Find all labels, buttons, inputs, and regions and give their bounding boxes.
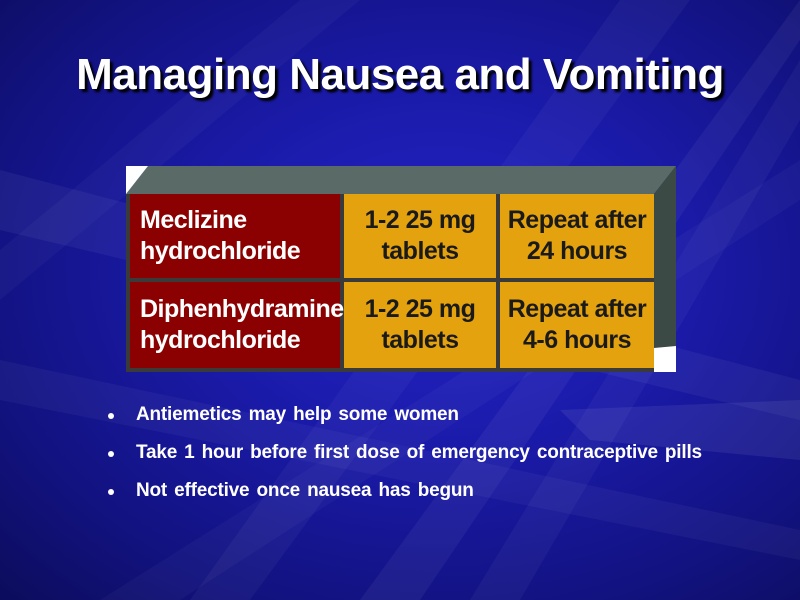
table-cell-dose	[344, 194, 496, 278]
dose-line: 1-2 25 mg	[364, 206, 476, 234]
bullet-list	[108, 404, 788, 518]
bullet-text: Take 1 hour before first dose of emergency contraceptive pills	[136, 442, 702, 463]
repeat-line: 24 hours	[526, 237, 628, 265]
dose-line: tablets	[381, 326, 459, 354]
drug-name-line: hydrochloride	[140, 237, 301, 265]
drug-name-line: Diphenhydramine	[140, 295, 344, 323]
dose-line: tablets	[381, 237, 459, 265]
bullet-dot-icon	[108, 413, 114, 419]
table-cell-dose	[344, 282, 496, 368]
slide-title: Managing Nausea and Vomiting	[76, 50, 724, 99]
bullet-item	[108, 480, 788, 518]
table-cell-repeat	[500, 282, 654, 368]
repeat-line: Repeat after	[507, 206, 647, 234]
dosage-table	[126, 166, 676, 372]
drug-name-line: hydrochloride	[140, 326, 301, 354]
bullet-item	[108, 442, 788, 480]
drug-name-line: Meclizine	[140, 206, 247, 234]
bullet-dot-icon	[108, 451, 114, 457]
bullet-dot-icon	[108, 489, 114, 495]
bullet-item	[108, 404, 788, 442]
table-cell-drug	[130, 194, 340, 278]
dose-line: 1-2 25 mg	[364, 295, 476, 323]
bullet-text: Not effective once nausea has begun	[136, 480, 474, 501]
table-cell-drug	[130, 282, 344, 368]
repeat-line: Repeat after	[507, 295, 647, 323]
bullet-text: Antiemetics may help some women	[136, 404, 459, 425]
repeat-line: 4-6 hours	[522, 326, 632, 354]
table-cell-repeat	[500, 194, 654, 278]
